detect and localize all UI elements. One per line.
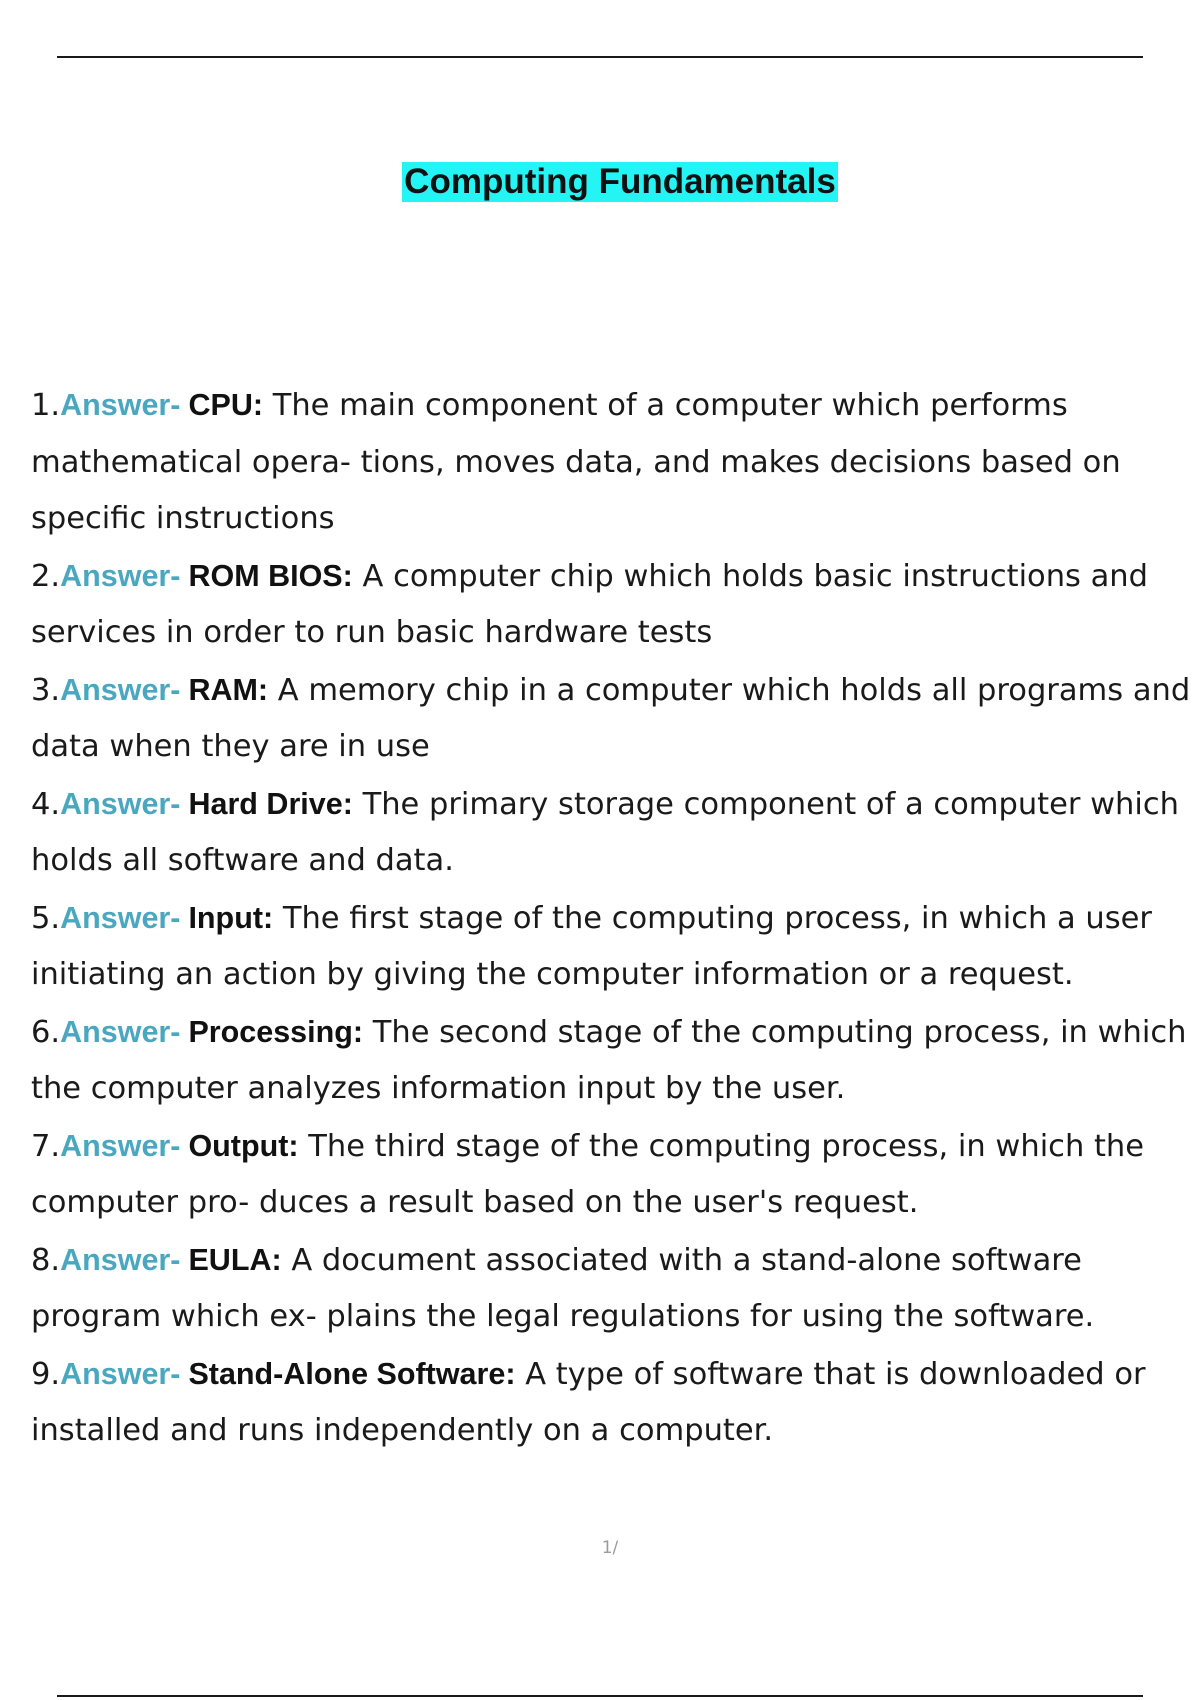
answer-label: Answer- — [60, 1014, 181, 1049]
term-label: Output: — [188, 1128, 299, 1163]
definition-text: The first stage of the computing process, in which a user initiating an action by giving the computer information or a request. — [31, 900, 1152, 992]
term-label: ROM BIOS: — [188, 558, 353, 593]
list-item — [31, 1004, 1191, 1118]
list-item — [31, 890, 1191, 1004]
definition-text: A computer chip which holds basic instructions and services in order to run basic hardware tests — [31, 558, 1149, 650]
definition-text: The primary storage component of a computer which holds all software and data. — [31, 786, 1179, 878]
page-title: Computing Fundamentals — [404, 162, 836, 201]
answer-label: Answer- — [60, 558, 181, 593]
list-item — [31, 662, 1191, 776]
term-label: Processing: — [188, 1014, 364, 1049]
definition-text: The main component of a computer which performs mathematical opera- tions, moves data, and makes decisions based on specific instructions — [31, 388, 1121, 536]
term-label: Stand-Alone Software: — [188, 1356, 516, 1391]
list-item — [31, 548, 1191, 662]
term-label: Hard Drive: — [188, 786, 353, 821]
title-container — [0, 162, 1200, 202]
answer-label: Answer- — [60, 672, 181, 707]
top-rule — [57, 56, 1143, 58]
bottom-rule — [57, 1695, 1143, 1697]
answer-label: Answer- — [60, 900, 181, 935]
item-number: 5. — [31, 900, 61, 936]
answer-label: Answer- — [60, 388, 181, 422]
item-number: 9. — [31, 1356, 61, 1392]
list-item — [31, 1232, 1191, 1346]
definition-text: A type of software that is downloaded or installed and runs independently on a computer. — [31, 1356, 1146, 1448]
answer-list — [31, 377, 1191, 1460]
term-label: EULA: — [188, 1242, 282, 1277]
answer-label: Answer- — [60, 1242, 181, 1277]
term-label: RAM: — [188, 672, 269, 707]
item-number: 3. — [31, 672, 61, 708]
definition-text: The second stage of the computing process, in which the computer analyzes information input by the user. — [31, 1014, 1187, 1106]
item-number: 6. — [31, 1014, 61, 1050]
item-number: 1. — [31, 388, 61, 423]
list-item — [31, 776, 1191, 890]
answer-label: Answer- — [60, 1356, 181, 1391]
definition-text: The third stage of the computing process, in which the computer pro- duces a result based on the user's request. — [31, 1128, 1145, 1220]
item-number: 8. — [31, 1242, 61, 1278]
list-item — [31, 377, 1191, 548]
list-item — [31, 1346, 1191, 1460]
item-number: 7. — [31, 1128, 61, 1164]
item-number: 4. — [31, 786, 61, 822]
term-label: Input: — [188, 900, 274, 935]
term-label: CPU: — [188, 388, 264, 422]
list-item — [31, 1118, 1191, 1232]
answer-label: Answer- — [60, 786, 181, 821]
definition-text: A memory chip in a computer which holds all programs and data when they are in use — [31, 672, 1191, 764]
item-number: 2. — [31, 558, 61, 594]
definition-text: A document associated with a stand-alone software program which ex- plains the legal regulations for using the software. — [31, 1242, 1095, 1334]
answer-label: Answer- — [60, 1128, 181, 1163]
page-number: 1/ — [601, 1538, 619, 1558]
